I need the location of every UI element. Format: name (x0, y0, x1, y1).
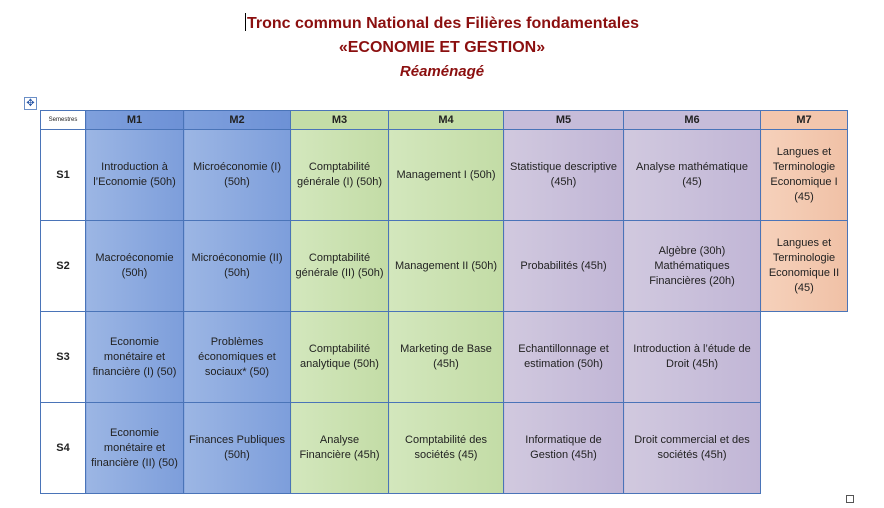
header-row (41, 111, 848, 130)
module-header: M2 (184, 111, 291, 130)
course-cell: Macroéconomie (50h) (86, 221, 184, 312)
title-line-2: «ECONOMIE ET GESTION» (338, 39, 546, 56)
empty-cell (761, 403, 848, 494)
course-cell: Economie monétaire et financière (I) (50) (86, 312, 184, 403)
course-cell: Problèmes économiques et sociaux* (50) (184, 312, 291, 403)
module-header: M7 (761, 111, 848, 130)
table-row (41, 403, 848, 494)
module-header: M4 (389, 111, 504, 130)
course-cell: Langues et Terminologie Economique I (45) (761, 130, 848, 221)
table-row (41, 221, 848, 312)
move-arrows-icon[interactable]: ✥ (24, 97, 37, 110)
course-cell: Echantillonnage et estimation (50h) (504, 312, 624, 403)
curriculum-table (40, 110, 848, 494)
semester-label: S2 (41, 221, 86, 312)
course-cell: Analyse Financière (45h) (291, 403, 389, 494)
course-cell: Microéconomie (I) (50h) (184, 130, 291, 221)
course-cell: Microéconomie (II) (50h) (184, 221, 291, 312)
course-cell: Marketing de Base (45h) (389, 312, 504, 403)
course-cell: Economie monétaire et financière (II) (50) (86, 403, 184, 494)
semester-header: Semestres (41, 111, 86, 130)
table-row (41, 130, 848, 221)
course-cell: Statistique descriptive (45h) (504, 130, 624, 221)
course-cell: Comptabilité générale (II) (50h) (291, 221, 389, 312)
table-row (41, 312, 848, 403)
course-cell: Probabilités (45h) (504, 221, 624, 312)
course-cell: Analyse mathématique (45) (624, 130, 761, 221)
module-header: M5 (504, 111, 624, 130)
course-cell: Comptabilité des sociétés (45) (389, 403, 504, 494)
course-cell: Introduction à l’étude de Droit (45h) (624, 312, 761, 403)
semester-label: S3 (41, 312, 86, 403)
course-cell: Introduction à l’Economie (50h) (86, 130, 184, 221)
semester-label: S4 (41, 403, 86, 494)
module-header: M6 (624, 111, 761, 130)
resize-handle-icon[interactable] (846, 495, 854, 503)
course-cell: Algèbre (30h) Mathématiques Financières (20h) (624, 221, 761, 312)
document-title-block (0, 12, 884, 84)
module-header: M3 (291, 111, 389, 130)
course-cell: Management I (50h) (389, 130, 504, 221)
course-cell: Management II (50h) (389, 221, 504, 312)
course-cell: Informatique de Gestion (45h) (504, 403, 624, 494)
title-line-1: Tronc commun National des Filières fondamentales (246, 15, 640, 32)
course-cell: Droit commercial et des sociétés (45h) (624, 403, 761, 494)
course-cell: Langues et Terminologie Economique II (45) (761, 221, 848, 312)
module-header: M1 (86, 111, 184, 130)
course-cell: Finances Publiques (50h) (184, 403, 291, 494)
text-cursor (245, 13, 246, 31)
course-cell: Comptabilité générale (I) (50h) (291, 130, 389, 221)
empty-cell (761, 312, 848, 403)
title-line-3: Réaménagé (399, 63, 485, 80)
course-cell: Comptabilité analytique (50h) (291, 312, 389, 403)
semester-label: S1 (41, 130, 86, 221)
